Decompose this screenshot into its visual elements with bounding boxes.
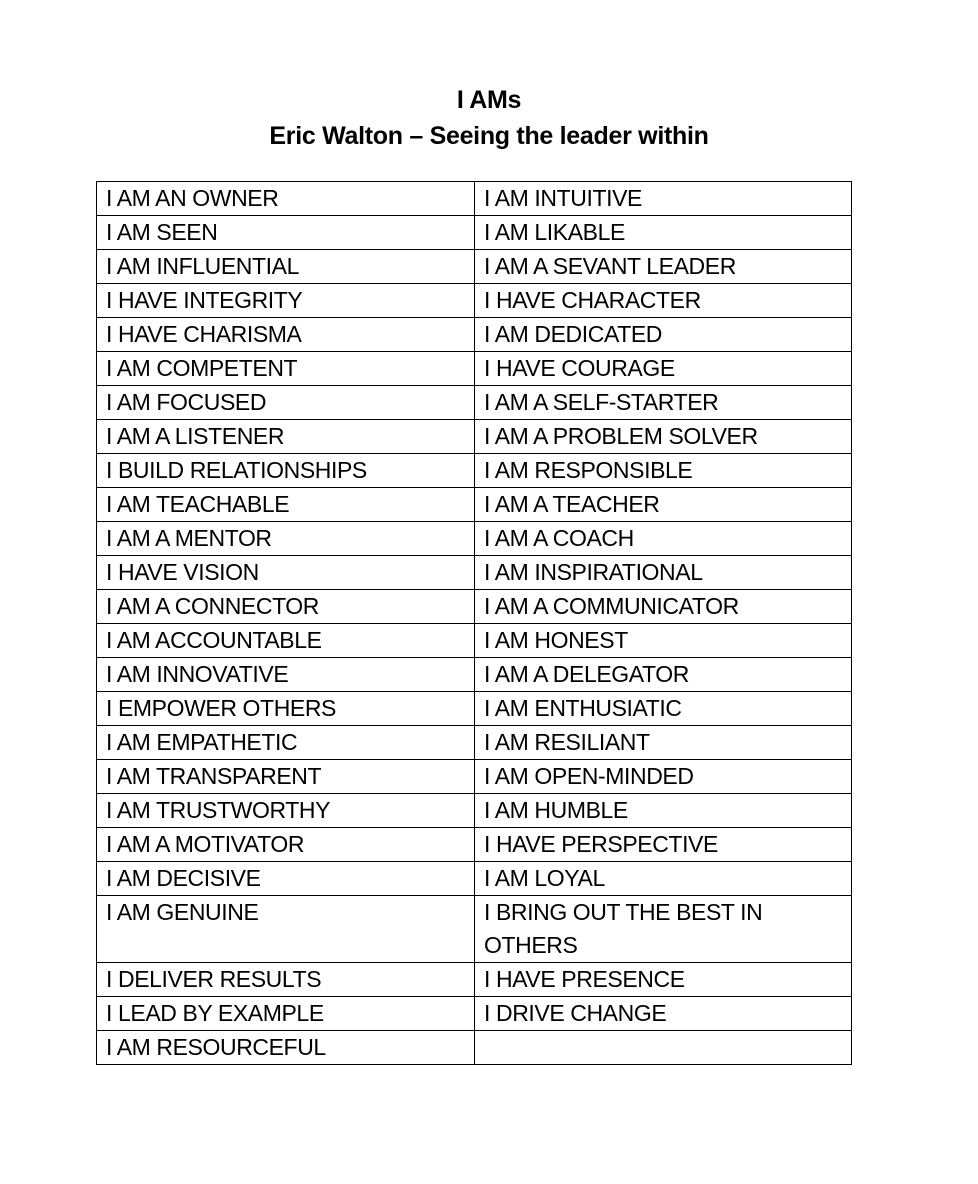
table-cell-right: I DRIVE CHANGE bbox=[475, 997, 852, 1031]
table-cell-right: I AM LOYAL bbox=[475, 862, 852, 896]
table-cell-left: I HAVE INTEGRITY bbox=[97, 284, 475, 318]
table-cell-left: I AM SEEN bbox=[97, 216, 475, 250]
table-row bbox=[97, 182, 852, 216]
table-cell-left: I AM RESOURCEFUL bbox=[97, 1031, 475, 1065]
table-cell-left: I AM GENUINE bbox=[97, 896, 475, 963]
table-cell-right: I BRING OUT THE BEST IN OTHERS bbox=[475, 896, 852, 963]
table-cell-left: I AM A CONNECTOR bbox=[97, 590, 475, 624]
table-cell-right: I AM DEDICATED bbox=[475, 318, 852, 352]
table-cell-left: I AM TRUSTWORTHY bbox=[97, 794, 475, 828]
table-cell-right: I AM A SELF-STARTER bbox=[475, 386, 852, 420]
table-cell-right: I AM HUMBLE bbox=[475, 794, 852, 828]
table-row bbox=[97, 896, 852, 963]
table-cell-left: I AM DECISIVE bbox=[97, 862, 475, 896]
table-row bbox=[97, 624, 852, 658]
table-cell-right: I AM A DELEGATOR bbox=[475, 658, 852, 692]
table-cell-right: I AM A COMMUNICATOR bbox=[475, 590, 852, 624]
table-cell-left: I AM EMPATHETIC bbox=[97, 726, 475, 760]
table-row bbox=[97, 386, 852, 420]
table-row bbox=[97, 692, 852, 726]
table-cell-right: I AM A COACH bbox=[475, 522, 852, 556]
table-cell-left: I AM TRANSPARENT bbox=[97, 760, 475, 794]
table-cell-left: I HAVE CHARISMA bbox=[97, 318, 475, 352]
table-cell-left: I HAVE VISION bbox=[97, 556, 475, 590]
i-am-table-body bbox=[97, 182, 852, 1065]
table-row bbox=[97, 963, 852, 997]
table-row bbox=[97, 590, 852, 624]
table-row bbox=[97, 454, 852, 488]
table-row bbox=[97, 658, 852, 692]
table-cell-left: I AM TEACHABLE bbox=[97, 488, 475, 522]
table-row bbox=[97, 828, 852, 862]
table-row bbox=[97, 216, 852, 250]
table-cell-right: I AM A PROBLEM SOLVER bbox=[475, 420, 852, 454]
table-row bbox=[97, 420, 852, 454]
table-cell-right: I HAVE COURAGE bbox=[475, 352, 852, 386]
title-block bbox=[0, 82, 978, 154]
table-row bbox=[97, 318, 852, 352]
table-cell-left: I AM A MENTOR bbox=[97, 522, 475, 556]
table-cell-right: I HAVE PERSPECTIVE bbox=[475, 828, 852, 862]
table-cell-right: I AM ENTHUSIATIC bbox=[475, 692, 852, 726]
i-am-table bbox=[96, 181, 852, 1065]
table-cell-left: I EMPOWER OTHERS bbox=[97, 692, 475, 726]
table-cell-left: I AM INFLUENTIAL bbox=[97, 250, 475, 284]
table-cell-left: I AM AN OWNER bbox=[97, 182, 475, 216]
table-cell-right: I AM INSPIRATIONAL bbox=[475, 556, 852, 590]
table-row bbox=[97, 760, 852, 794]
table-cell-right bbox=[475, 1031, 852, 1065]
table-cell-left: I AM INNOVATIVE bbox=[97, 658, 475, 692]
document-subtitle: Eric Walton – Seeing the leader within bbox=[269, 122, 709, 150]
table-row bbox=[97, 488, 852, 522]
table-cell-left: I DELIVER RESULTS bbox=[97, 963, 475, 997]
table-row bbox=[97, 862, 852, 896]
table-cell-right: I AM A SEVANT LEADER bbox=[475, 250, 852, 284]
table-cell-right: I AM LIKABLE bbox=[475, 216, 852, 250]
table-cell-right: I HAVE CHARACTER bbox=[475, 284, 852, 318]
table-cell-right: I AM A TEACHER bbox=[475, 488, 852, 522]
table-cell-right: I AM INTUITIVE bbox=[475, 182, 852, 216]
table-row bbox=[97, 794, 852, 828]
table-cell-right: I AM HONEST bbox=[475, 624, 852, 658]
table-row bbox=[97, 522, 852, 556]
table-row bbox=[97, 726, 852, 760]
table-row bbox=[97, 284, 852, 318]
document-title: I AMs bbox=[456, 86, 522, 114]
table-cell-right: I HAVE PRESENCE bbox=[475, 963, 852, 997]
table-cell-left: I AM A MOTIVATOR bbox=[97, 828, 475, 862]
table-cell-left: I BUILD RELATIONSHIPS bbox=[97, 454, 475, 488]
table-cell-left: I LEAD BY EXAMPLE bbox=[97, 997, 475, 1031]
table-cell-left: I AM FOCUSED bbox=[97, 386, 475, 420]
table-cell-right: I AM OPEN-MINDED bbox=[475, 760, 852, 794]
table-cell-left: I AM A LISTENER bbox=[97, 420, 475, 454]
table-cell-right: I AM RESPONSIBLE bbox=[475, 454, 852, 488]
table-row bbox=[97, 250, 852, 284]
table-cell-right: I AM RESILIANT bbox=[475, 726, 852, 760]
table-row bbox=[97, 997, 852, 1031]
table-row bbox=[97, 556, 852, 590]
table-cell-left: I AM COMPETENT bbox=[97, 352, 475, 386]
table-cell-left: I AM ACCOUNTABLE bbox=[97, 624, 475, 658]
table-row bbox=[97, 352, 852, 386]
table-row bbox=[97, 1031, 852, 1065]
